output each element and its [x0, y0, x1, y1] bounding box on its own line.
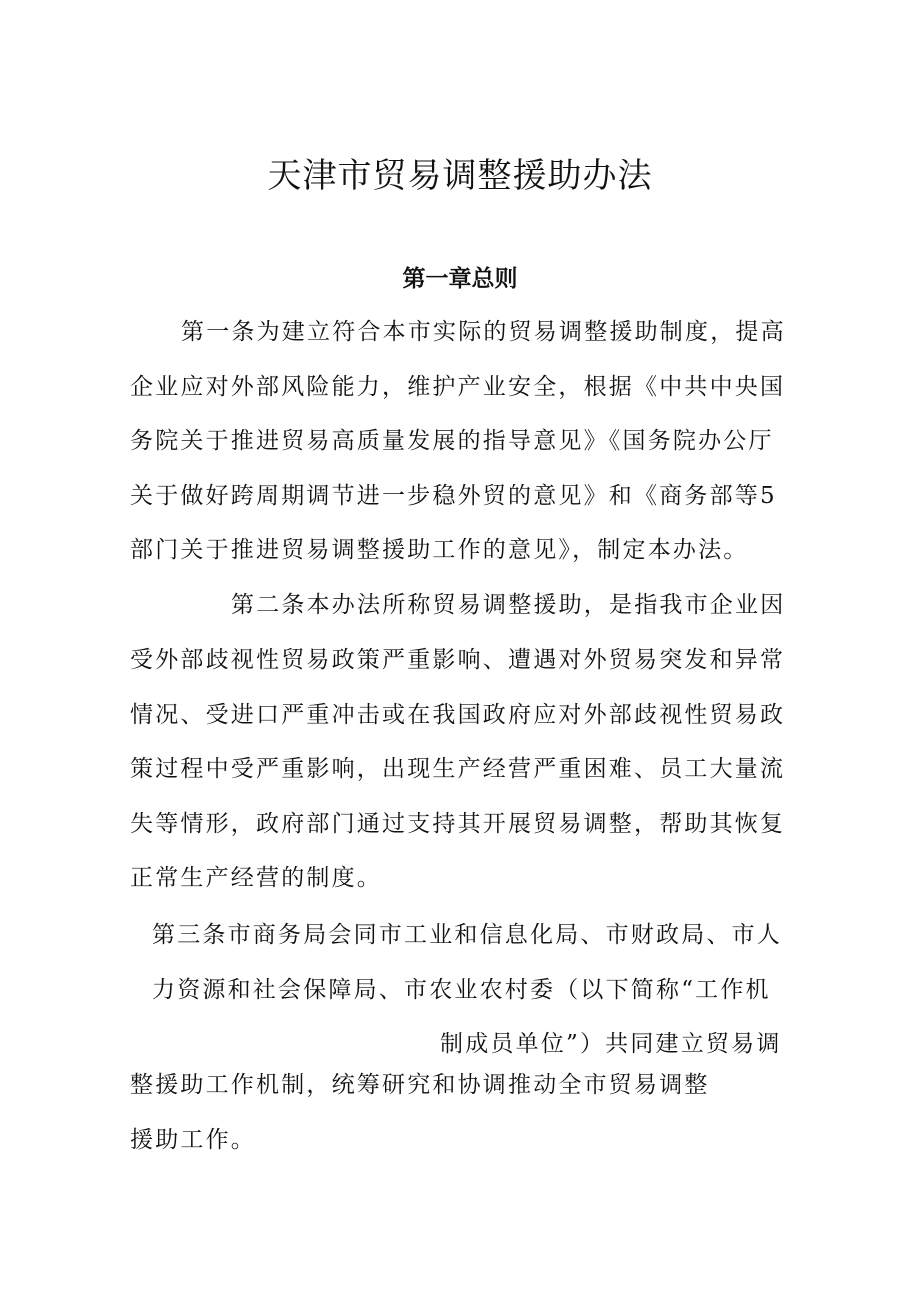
article3-line-3: 制成员单位”）共同建立贸易调	[440, 1031, 782, 1057]
article3-line-4: 整援助工作机制，统筹研究和协调推动全市贸易调整	[130, 1072, 710, 1098]
document-title: 天津市贸易调整援助办法	[267, 156, 653, 196]
article1-line-3: 务院关于推进贸易高质量发展的指导意见》《国务院办公厅	[130, 428, 774, 454]
article2-line-5: 失等情形，政府部门通过支持其开展贸易调整，帮助其恢复	[130, 811, 786, 837]
article3-line-5: 援助工作。	[130, 1127, 256, 1153]
article2-line-1: 第二条本办法所称贸易调整援助，是指我市企业因	[231, 592, 786, 618]
article1-line-1: 第一条为建立符合本市实际的贸易调整援助制度，提高	[181, 319, 786, 345]
article2-line-4: 策过程中受严重影响，出现生产经营严重困难、员工大量流	[130, 756, 786, 782]
article1-line-2: 企业应对外部风险能力，维护产业安全，根据《中共中央国	[130, 374, 786, 400]
article3-line-2: 力资源和社会保障局、市农业农村委（以下简称“工作机	[152, 977, 771, 1003]
chapter-heading: 第一章总则	[402, 266, 518, 292]
article3-line-1: 第三条市商务局会同市工业和信息化局、市财政局、市人	[152, 922, 782, 948]
article1-line-5: 部门关于推进贸易调整援助工作的意见》，制定本办法。	[130, 537, 749, 563]
article2-line-2: 受外部歧视性贸易政策严重影响、遭遇对外贸易突发和异常	[130, 647, 786, 673]
article2-line-6: 正常生产经营的制度。	[130, 865, 382, 891]
article1-line-4: 关于做好跨周期调节进一步稳外贸的意见》和《商务部等5	[130, 483, 777, 509]
article2-line-3: 情况、受进口严重冲击或在我国政府应对外部歧视性贸易政	[130, 702, 786, 728]
